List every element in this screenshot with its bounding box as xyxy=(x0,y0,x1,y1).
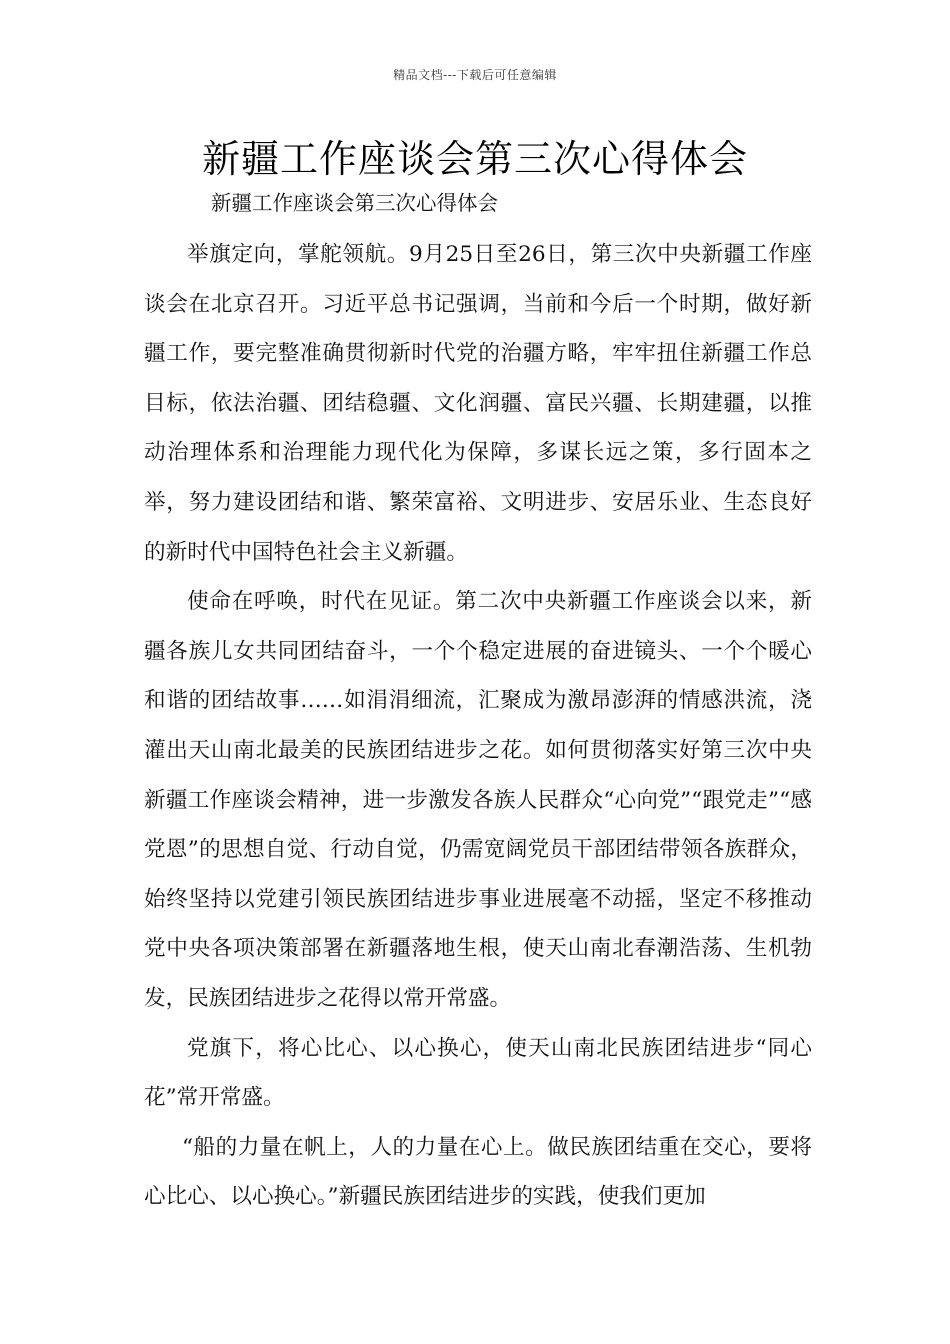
document-subtitle: 新疆工作座谈会第三次心得体会 xyxy=(211,191,498,215)
document-body xyxy=(144,230,812,1222)
paragraph-3: 党旗下，将心比心、以心换心，使天山南北民族团结进步“同心花”常开常盛。 xyxy=(144,1035,812,1111)
paragraph-2: 使命在呼唤，时代在见证。第二次中央新疆工作座谈会以来，新疆各族儿女共同团结奋斗，一个个稳定进展的奋进镜头、一个个暖心和谐的团结故事……如涓涓细流，汇聚成为激昂澎湃的情感洪流，浇灌出天山南北最美的民族团结进步之花。如何贯彻落实好第三次中央新疆工作座谈会精神，进一步激发各族人民群众“心向党”“跟党走”“感党恩”的思想自觉、行动自觉，仍需宽阔党员干部团结带领各族群众，始终坚持以党建引领民族团结进步事业进展毫不动摇，坚定不移推动党中央各项决策部署在新疆落地生根，使天山南北春潮浩荡、生机勃发，民族团结进步之花得以常开常盛。 xyxy=(144,589,812,1011)
paragraph-1: 举旗定向，掌舵领航。9月25日至26日，第三次中央新疆工作座谈会在北京召开。习近平总书记强调，当前和今后一个时期，做好新疆工作，要完整准确贯彻新时代党的治疆方略，牢牢扭住新疆工作总目标，依法治疆、团结稳疆、文化润疆、富民兴疆、长期建疆，以推动治理体系和治理能力现代化为保障，多谋长远之策，多行固本之举，努力建设团结和谐、繁荣富裕、文明进步、安居乐业、生态良好的新时代中国特色社会主义新疆。 xyxy=(144,242,812,565)
paragraph-4: “船的力量在帆上，人的力量在心上。做民族团结重在交心，要将心比心、以心换心。”新疆民族团结进步的实践，使我们更加 xyxy=(144,1134,812,1210)
page-header-note: 精品文档---下载后可任意编辑 xyxy=(393,68,557,82)
document-title: 新疆工作座谈会第三次心得体会 xyxy=(201,137,748,181)
